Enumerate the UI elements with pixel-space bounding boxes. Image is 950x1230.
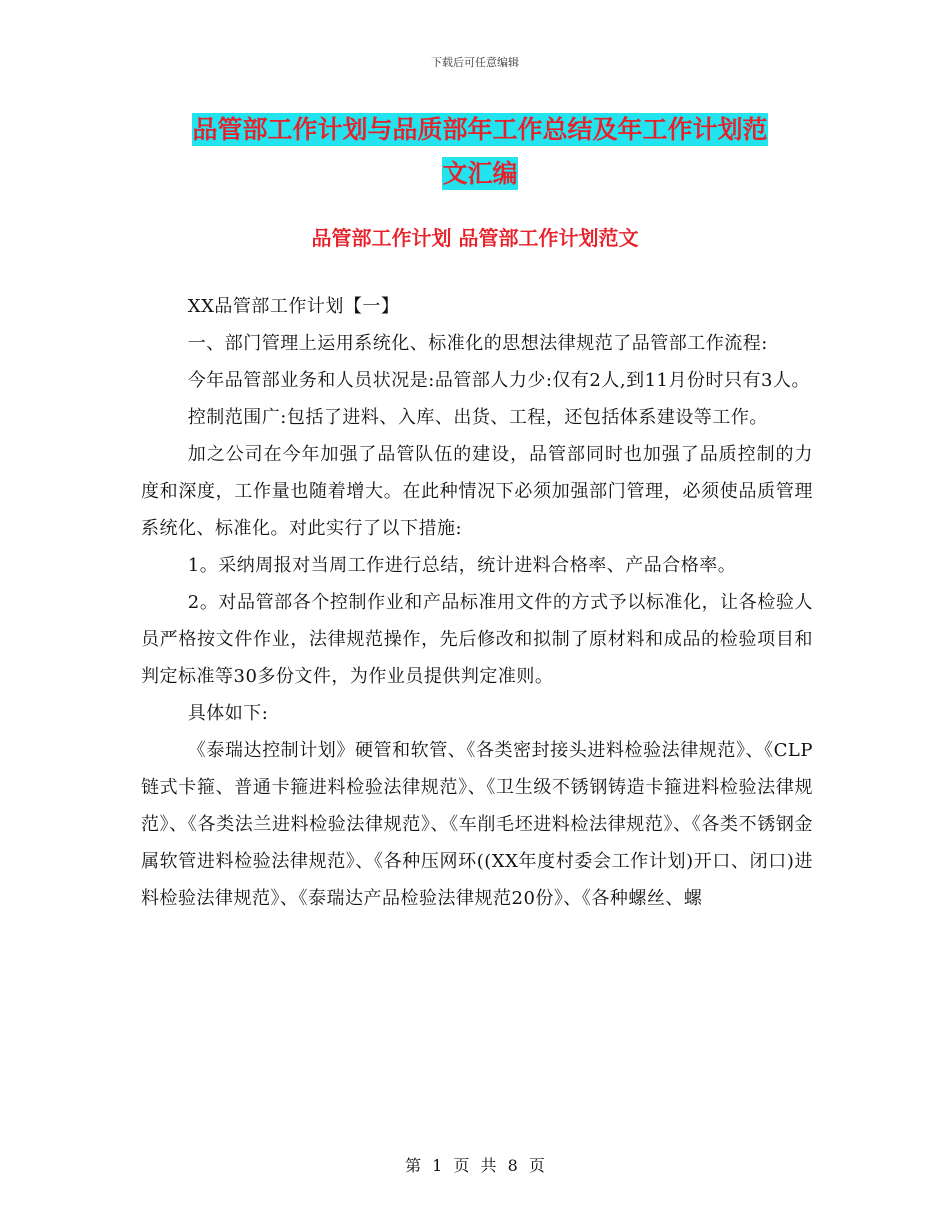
page-footer: 第 1 页 共 8 页 — [405, 1156, 545, 1175]
paragraph: 1。采纳周报对当周工作进行总结，统计进料合格率、产品合格率。 — [187, 555, 737, 576]
paragraph: 今年品管部业务和人员状况是:品管部人力少:仅有2人,到11月份时只有3人。 — [187, 370, 810, 391]
body-text — [141, 288, 813, 917]
paragraph: 具体如下: — [187, 703, 269, 724]
header-note: 下载后可任意编辑 — [431, 56, 519, 69]
paragraph: 2。对品管部各个控制作业和产品标准用文件的方式予以标准化，让各检验人员严格按文件作业，法律规范操作，先后修改和拟制了原材料和成品的检验项目和判定标准等30多份文件，为作业员提供判定准则。 — [141, 592, 813, 687]
document-title — [140, 108, 820, 196]
title-line-1: 品管部工作计划与品质部年工作总结及年工作计划范 — [192, 115, 768, 144]
paragraph: 控制范围广:包括了进料、入库、出货、工程，还包括体系建设等工作。 — [187, 407, 768, 428]
paragraph: 加之公司在今年加强了品管队伍的建设，品管部同时也加强了品质控制的力度和深度，工作量也随着增大。在此种情况下必须加强部门管理，必须使品质管理系统化、标准化。对此实行了以下措施: — [141, 444, 813, 539]
title-line-2: 文汇编 — [442, 159, 518, 188]
section-heading: 品管部工作计划 品管部工作计划范文 — [311, 226, 639, 250]
paragraph: XX品管部工作计划【一】 — [187, 296, 400, 317]
paragraph: 《泰瑞达控制计划》硬管和软管、《各类密封接头进料检验法律规范》、《CLP链式卡箍、普通卡箍进料检验法律规范》、《卫生级不锈钢铸造卡箍进料检验法律规范》、《各类法兰进料检验法律规范》、《车削毛坯进料检法律规范》、《各类不锈钢金属软管进料检验法律规范》、《各种压网环((XX年度村委会工作计划)开口、闭口)进料检验法律规范》、《泰瑞达产品检验法律规范20份》、《各种螺丝、螺 — [141, 740, 813, 909]
paragraph: 一、部门管理上运用系统化、标准化的思想法律规范了品管部工作流程: — [187, 333, 768, 354]
